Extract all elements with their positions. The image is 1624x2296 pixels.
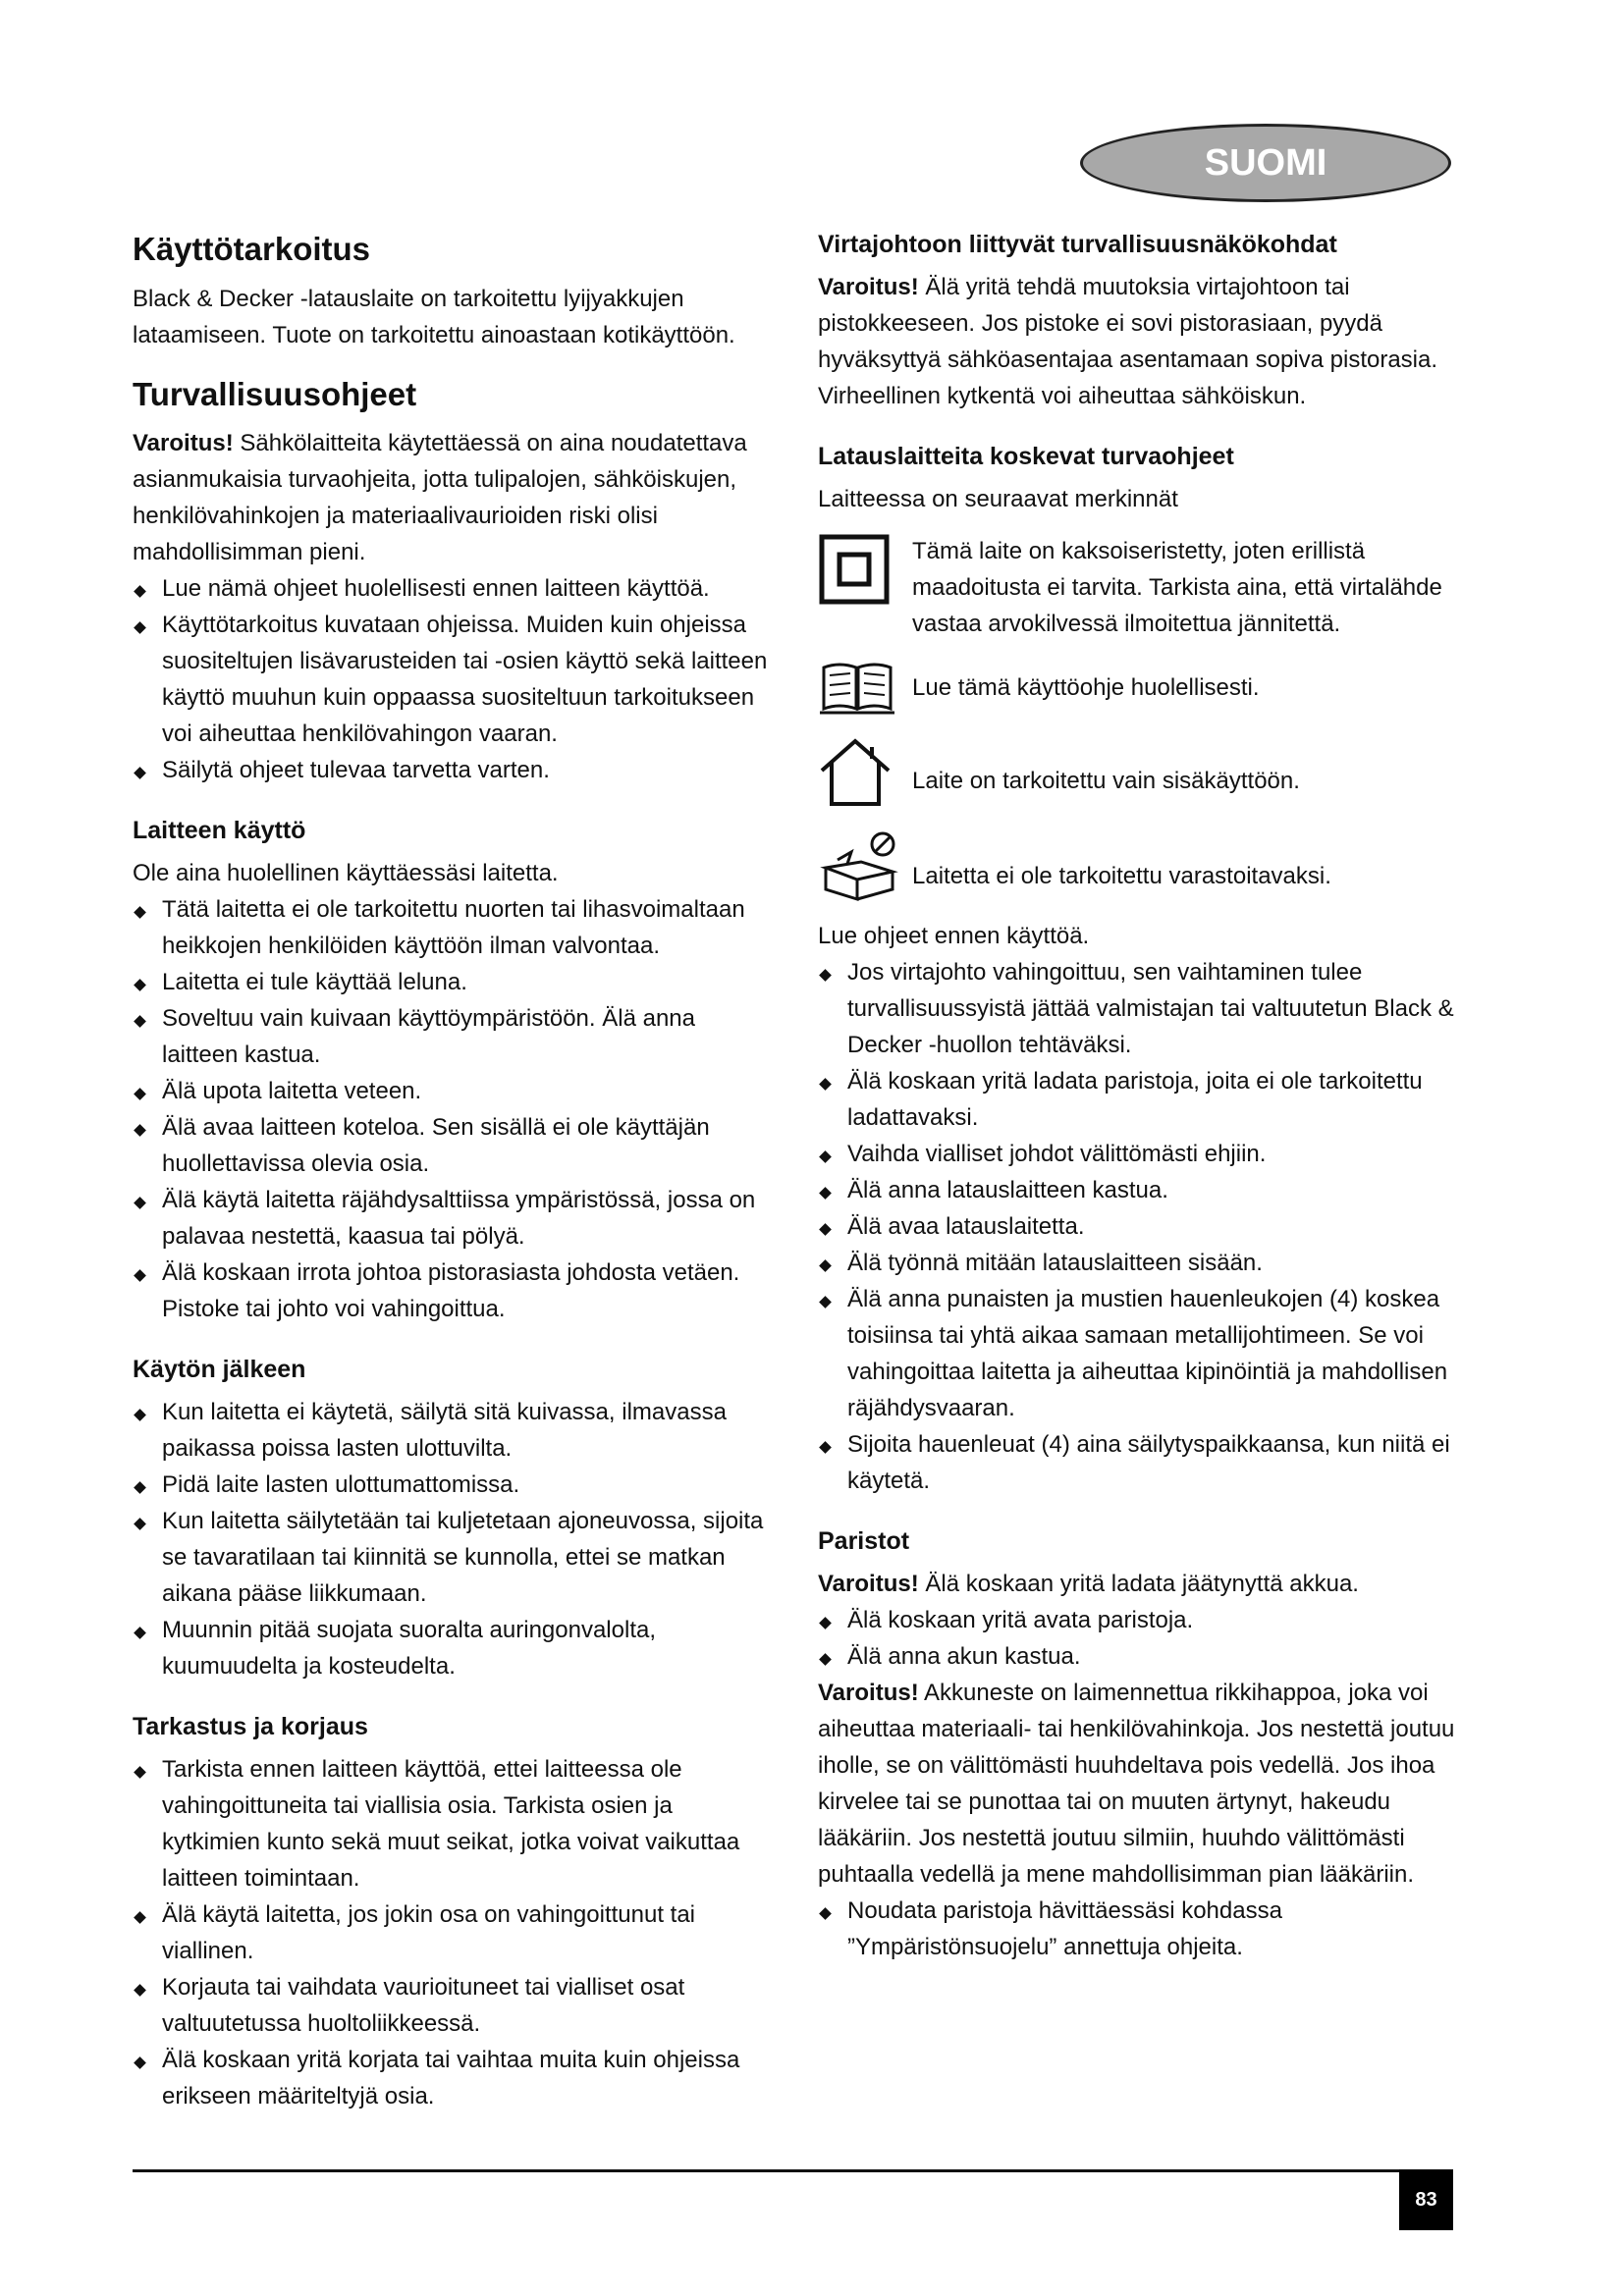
- list-item: Älä koskaan yritä avata paristoja.: [818, 1602, 1456, 1638]
- list-item: Soveltuu vain kuivaan käyttöympäristöön. Älä anna laitteen kastua.: [133, 1000, 771, 1073]
- cord-warning-text: Älä yritä tehdä muutoksia virtajohtoon tai pistokkeeseen. Jos pistoke ei sovi pistorasiaan, pyydä hyväksyttyä sähköasentajaa asentamaan sopiva pistorasia. Virheellinen kytkentä voi aiheuttaa sähköiskun.: [818, 274, 1438, 409]
- heading-after-use: Käytön jälkeen: [133, 1356, 306, 1384]
- list-item: Kun laitetta säilytetään tai kuljetetaan ajoneuvossa, sijoita se tavaratilaan tai kiinnitä se kunnolla, ettei se matkan aikana pääse liikkumaan.: [133, 1503, 771, 1612]
- symbol-row: [818, 533, 1456, 642]
- double-insulation-icon: [818, 533, 900, 611]
- charger-intro: Laitteessa on seuraavat merkinnät: [818, 486, 1178, 512]
- inspection-list: [133, 1751, 771, 2114]
- list-item: Korjauta tai vaihdata vaurioituneet tai vialliset osat valtuutetussa huoltoliikkeessä.: [133, 1969, 771, 2042]
- left-column: [133, 230, 771, 2114]
- after-use-list: [133, 1394, 771, 1684]
- heading-cord-safety: Virtajohtoon liittyvät turvallisuusnäkökohdat: [818, 231, 1337, 258]
- device-use-intro: Ole aina huolellinen käyttäessäsi laitetta.: [133, 860, 559, 887]
- warning-label: Varoitus!: [818, 1680, 919, 1706]
- no-storage-icon: [818, 828, 900, 908]
- heading-intended-use: Käyttötarkoitus: [133, 231, 371, 267]
- list-item: Älä anna punaisten ja mustien hauenleukojen (4) koskea toisiinsa tai yhtä aikaa samaan metallijohtimeen. Se voi vahingoittaa laitetta ja aiheuttaa kipinöintiä ja mahdollisen räjähdysvaaran.: [818, 1281, 1456, 1426]
- warning-label: Varoitus!: [818, 1571, 919, 1597]
- symbol-row: [818, 737, 1456, 813]
- list-item: Säilytä ohjeet tulevaa tarvetta varten.: [133, 752, 771, 788]
- symbol-text: Laite on tarkoitettu vain sisäkäyttöön.: [912, 768, 1300, 794]
- list-item: Tarkista ennen laitteen käyttöä, ettei laitteessa ole vahingoittuneita tai viallisia osia. Tarkista osien ja kytkimien kunto sekä muut seikat, jotka voivat vaikuttaa laitteen toimintaan.: [133, 1751, 771, 1896]
- read-manual-icon: [818, 658, 900, 721]
- intended-use-text: Black & Decker -latauslaite on tarkoitettu lyijyakkujen lataamiseen. Tuote on tarkoitettu ainoastaan kotikäyttöön.: [133, 285, 735, 348]
- charger-safety-list: [818, 954, 1456, 1499]
- list-item: Älä upota laitetta veteen.: [133, 1073, 771, 1109]
- list-item: Jos virtajohto vahingoittuu, sen vaihtaminen tulee turvallisuussyistä jättää valmistajan tai valtuutetun Black & Decker -huollon tehtäväksi.: [818, 954, 1456, 1063]
- battery-warning-1: [818, 1566, 1456, 1602]
- footer-rule: [133, 2169, 1453, 2172]
- list-item: Älä anna akun kastua.: [818, 1638, 1456, 1675]
- heading-batteries: Paristot: [818, 1527, 910, 1555]
- list-item: Älä koskaan irrota johtoa pistorasiasta johdosta vetäen. Pistoke tai johto voi vahingoittua.: [133, 1255, 771, 1327]
- list-item: Muunnin pitää suojata suoralta auringonvalolta, kuumuudelta ja kosteudelta.: [133, 1612, 771, 1684]
- list-item: Älä koskaan yritä korjata tai vaihtaa muita kuin ohjeissa erikseen määriteltyjä osia.: [133, 2042, 771, 2114]
- warning-label: Varoitus!: [818, 274, 919, 300]
- symbol-text: Tämä laite on kaksoiseristetty, joten erillistä maadoitusta ei tarvita. Tarkista aina, että virtalähde vastaa arvokilvessä ilmoitettua jännitettä.: [912, 538, 1442, 637]
- read-instructions-first: Lue ohjeet ennen käyttöä.: [818, 923, 1090, 949]
- list-item: Noudata paristoja hävittäessäsi kohdassa ”Ympäristönsuojelu” annettuja ohjeita.: [818, 1893, 1456, 1965]
- page-number: 83: [1399, 2169, 1453, 2230]
- list-item: Älä avaa latauslaitetta.: [818, 1208, 1456, 1245]
- battery-list-1: [818, 1602, 1456, 1675]
- list-item: Käyttötarkoitus kuvataan ohjeissa. Muiden kuin ohjeissa suositeltujen lisävarusteiden tai -osien käyttö sekä laitteen käyttö muuhun kuin oppaassa suositeltuun tarkoitukseen voi aiheuttaa henkilövahingon vaaran.: [133, 607, 771, 752]
- warning-label: Varoitus!: [133, 430, 234, 457]
- heading-charger-safety: Latauslaitteita koskevat turvaohjeet: [818, 443, 1234, 470]
- heading-inspection: Tarkastus ja korjaus: [133, 1713, 368, 1741]
- symbol-text: Laitetta ei ole tarkoitettu varastoitavaksi.: [912, 863, 1331, 889]
- list-item: Vaihda vialliset johdot välittömästi ehjiin.: [818, 1136, 1456, 1172]
- cord-warning: [818, 269, 1456, 414]
- symbol-row: [818, 828, 1456, 908]
- list-item: Älä anna latauslaitteen kastua.: [818, 1172, 1456, 1208]
- symbol-row: [818, 658, 1456, 721]
- battery-list-2: [818, 1893, 1456, 1965]
- list-item: Älä avaa laitteen koteloa. Sen sisällä ei ole käyttäjän huollettavissa olevia osia.: [133, 1109, 771, 1182]
- safety-warning-text: Sähkölaitteita käytettäessä on aina noudatettava asianmukaisia turvaohjeita, jotta tulipalojen, sähköiskujen, henkilövahinkojen ja materiaalivaurioiden riski olisi mahdollisimman pieni.: [133, 430, 747, 566]
- device-use-list: [133, 891, 771, 1327]
- list-item: Älä koskaan yritä ladata paristoja, joita ei ole tarkoitettu ladattavaksi.: [818, 1063, 1456, 1136]
- list-item: Lue nämä ohjeet huolellisesti ennen laitteen käyttöä.: [133, 570, 771, 607]
- list-item: Älä työnnä mitään latauslaitteen sisään.: [818, 1245, 1456, 1281]
- heading-device-use: Laitteen käyttö: [133, 817, 306, 845]
- list-item: Tätä laitetta ei ole tarkoitettu nuorten tai lihasvoimaltaan heikkojen henkilöiden käyttöön ilman valvontaa.: [133, 891, 771, 964]
- list-item: Kun laitetta ei käytetä, säilytä sitä kuivassa, ilmavassa paikassa poissa lasten ulottuvilta.: [133, 1394, 771, 1467]
- safety-warning: [133, 425, 771, 570]
- battery-warning-2: [818, 1675, 1456, 1893]
- battery-warning-2-text: Akkuneste on laimennettua rikkihappoa, joka voi aiheuttaa materiaali- tai henkilövahinkoja. Jos nestettä joutuu iholle, se on välittömästi huuhdeltava pois vedellä. Jos ihoa kirvelee tai se punottaa tai on muuten ärtynyt, hakeudu lääkäriin. Jos nestettä joutuu silmiin, huuhdo välittömästi puhtaalla vedellä ja mene mahdollisimman pian lääkäriin.: [818, 1680, 1455, 1888]
- list-item: Laitetta ei tule käyttää leluna.: [133, 964, 771, 1000]
- list-item: Älä käytä laitetta räjähdysalttiissa ympäristössä, jossa on palavaa nestettä, kaasua tai pölyä.: [133, 1182, 771, 1255]
- safety-list: [133, 570, 771, 788]
- list-item: Sijoita hauenleuat (4) aina säilytyspaikkaansa, kun niitä ei käytetä.: [818, 1426, 1456, 1499]
- language-badge: SUOMI: [1080, 124, 1451, 202]
- indoor-use-icon: [818, 737, 900, 813]
- heading-safety: Turvallisuusohjeet: [133, 375, 417, 412]
- battery-warning-1-text: Älä koskaan yritä ladata jäätynyttä akkua.: [918, 1571, 1359, 1597]
- list-item: Älä käytä laitetta, jos jokin osa on vahingoittunut tai viallinen.: [133, 1896, 771, 1969]
- list-item: Pidä laite lasten ulottumattomissa.: [133, 1467, 771, 1503]
- right-column: [818, 230, 1456, 1965]
- symbol-text: Lue tämä käyttöohje huolellisesti.: [912, 674, 1260, 701]
